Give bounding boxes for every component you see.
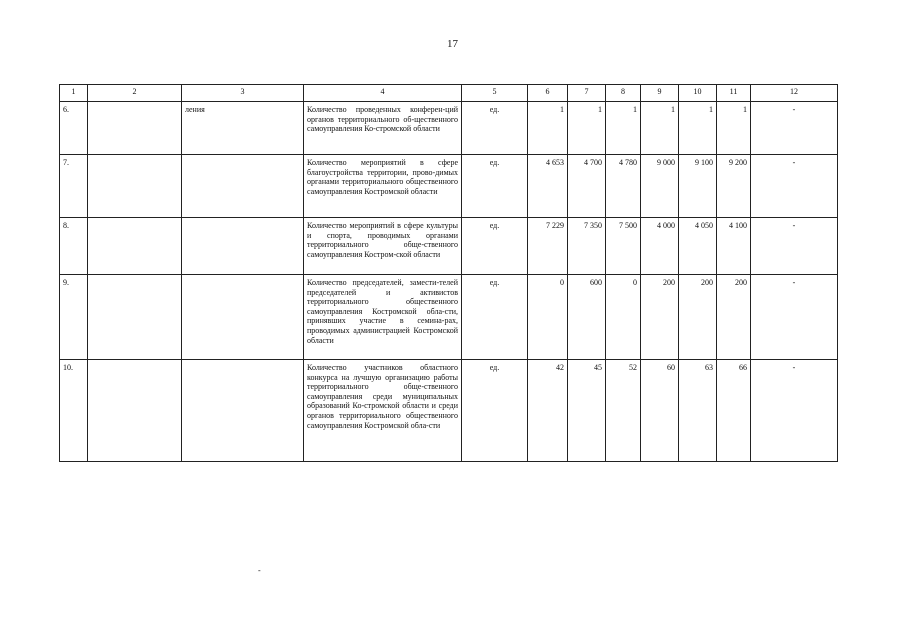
row-number: 7. — [60, 155, 88, 218]
header-cell: 6 — [528, 85, 568, 102]
value-cell: 1 — [717, 102, 751, 155]
indicators-table — [59, 84, 838, 462]
value-cell: 200 — [641, 275, 679, 360]
value-cell: 1 — [528, 102, 568, 155]
header-cell: 4 — [304, 85, 462, 102]
cell-col2 — [88, 102, 182, 155]
cell-col2 — [88, 360, 182, 462]
value-cell: 7 500 — [606, 218, 641, 275]
footer-mark: - — [258, 566, 261, 575]
value-cell: 60 — [641, 360, 679, 462]
value-cell: 1 — [606, 102, 641, 155]
cell-col3 — [182, 360, 304, 462]
indicator-description: Количество проведенных конферен-ций органов территориального об-щественного самоуправления Ко-стромской области — [304, 102, 462, 155]
unit-cell: ед. — [462, 360, 528, 462]
value-cell: 4 700 — [568, 155, 606, 218]
header-cell: 1 — [60, 85, 88, 102]
value-cell: 52 — [606, 360, 641, 462]
value-cell: 200 — [679, 275, 717, 360]
unit-cell: ед. — [462, 275, 528, 360]
value-cell: 4 050 — [679, 218, 717, 275]
cell-col3 — [182, 218, 304, 275]
table-row — [60, 360, 838, 462]
header-cell: 5 — [462, 85, 528, 102]
value-cell: 9 200 — [717, 155, 751, 218]
table-row — [60, 102, 838, 155]
header-cell: 3 — [182, 85, 304, 102]
value-cell: 66 — [717, 360, 751, 462]
note-cell: - — [751, 102, 838, 155]
row-number: 10. — [60, 360, 88, 462]
cell-col3: ления — [182, 102, 304, 155]
cell-col2 — [88, 155, 182, 218]
cell-col3 — [182, 155, 304, 218]
page-number: 17 — [447, 38, 458, 50]
header-cell: 9 — [641, 85, 679, 102]
value-cell: 42 — [528, 360, 568, 462]
value-cell: 1 — [679, 102, 717, 155]
value-cell: 45 — [568, 360, 606, 462]
value-cell: 1 — [568, 102, 606, 155]
cell-col2 — [88, 218, 182, 275]
value-cell: 1 — [641, 102, 679, 155]
value-cell: 0 — [606, 275, 641, 360]
row-number: 8. — [60, 218, 88, 275]
unit-cell: ед. — [462, 218, 528, 275]
value-cell: 9 100 — [679, 155, 717, 218]
value-cell: 4 780 — [606, 155, 641, 218]
note-cell: - — [751, 275, 838, 360]
row-number: 6. — [60, 102, 88, 155]
value-cell: 7 229 — [528, 218, 568, 275]
header-cell: 2 — [88, 85, 182, 102]
value-cell: 4 000 — [641, 218, 679, 275]
row-number: 9. — [60, 275, 88, 360]
unit-cell: ед. — [462, 102, 528, 155]
note-cell: - — [751, 360, 838, 462]
table-row — [60, 275, 838, 360]
value-cell: 4 653 — [528, 155, 568, 218]
header-cell: 7 — [568, 85, 606, 102]
header-cell: 8 — [606, 85, 641, 102]
indicator-description: Количество участников областного конкурса на лучшую организацию работы территориального обще-ственного самоуправления среди муниципальных образований Ко-стромской области и среди органов территориального общественного самоуправления Костромской обла-сти — [304, 360, 462, 462]
unit-cell: ед. — [462, 155, 528, 218]
table-row — [60, 218, 838, 275]
header-cell: 11 — [717, 85, 751, 102]
indicator-description: Количество председателей, замести-телей председателей и активистов территориального общественного самоуправления Костромской обла-сти, принявших участие в семина-рах, проводимых администрацией Костромской области — [304, 275, 462, 360]
value-cell: 4 100 — [717, 218, 751, 275]
note-cell: - — [751, 218, 838, 275]
indicator-description: Количество мероприятий в сфере культуры и спорта, проводимых органами территориального обще-ственного самоуправления Костром-ской области — [304, 218, 462, 275]
cell-col2 — [88, 275, 182, 360]
table-row — [60, 155, 838, 218]
note-cell: - — [751, 155, 838, 218]
value-cell: 9 000 — [641, 155, 679, 218]
header-cell: 10 — [679, 85, 717, 102]
value-cell: 600 — [568, 275, 606, 360]
value-cell: 7 350 — [568, 218, 606, 275]
cell-col3 — [182, 275, 304, 360]
value-cell: 63 — [679, 360, 717, 462]
table-header-row — [60, 85, 838, 102]
indicator-description: Количество мероприятий в сфере благоустройства территории, прово-димых органами территориального общественного самоуправления Костромской области — [304, 155, 462, 218]
header-cell: 12 — [751, 85, 838, 102]
value-cell: 200 — [717, 275, 751, 360]
value-cell: 0 — [528, 275, 568, 360]
